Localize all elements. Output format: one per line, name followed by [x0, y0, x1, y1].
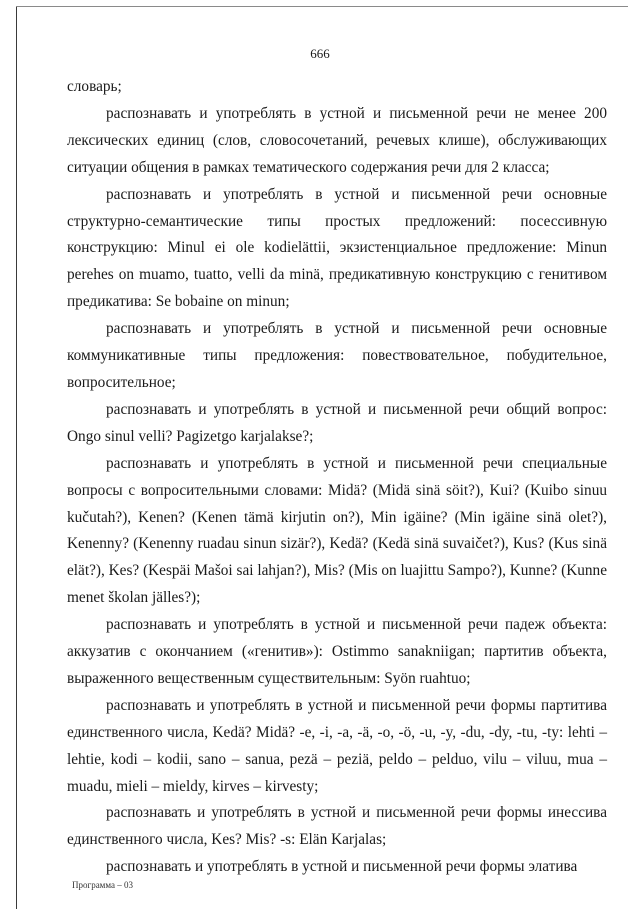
paragraph-6: распознавать и употреблять в устной и письменной речи специальные вопросы с вопросительными словами: Midä? (Midä sinä söit?), Kui? (Kuibo sinuu kučutah?), Kenen? (Kenen tämä kirjutin on?), Min igäine? (Min igäine sinä olet?), Kenenny? (Kenenny ruadau sinun sizär?), Kedä? (Kedä sinä suvaičet?), Kus? (Kus sinä elät?), Kes? (Kespäi Mašoi sai lahjan?), Mis? (Mis on luajittu Sampo?), Kunne? (Kunne menet školan jälles?); [67, 454, 607, 607]
paragraph-7: распознавать и употреблять в устной и письменной речи падеж объекта: аккузатив с окончанием («генитив»): Ostimmo sanakniigan; партитив объекта, выраженного вещественным существительным: Syön ruahtuo; [67, 616, 607, 687]
page-number: 666 [310, 46, 330, 61]
paragraph-1: словарь; [67, 78, 122, 95]
body-text [67, 74, 607, 881]
paragraph-9: распознавать и употреблять в устной и письменной речи формы инессива единственного числа, Kes? Mis? -s: Elän Karjalas; [67, 804, 607, 849]
page-edge-top [16, 6, 628, 7]
paragraph-5: распознавать и употреблять в устной и письменной речи общий вопрос: Ongo sinul velli? Pagizetgo karjalakse?; [67, 400, 607, 445]
paragraph-3: распознавать и употреблять в устной и письменной речи основные структурно-семантические типы простых предложений: посессивную конструкцию: Minul ei ole kodielättii, экзистенциальное предложение: Minun perehes on muamo, tuatto, velli da minä, предикативную конструкцию с генитивом предикатива: Se bobaine on minun; [67, 185, 607, 311]
page-edge-left [16, 6, 17, 909]
page-footer: Программа – 03 [72, 880, 134, 890]
paragraph-8: распознавать и употреблять в устной и письменной речи формы партитива единственного числа, Kedä? Midä? -e, -i, -a, -ä, -o, -ö, -u, -y, -du, -dy, -tu, -ty: lehti – lehtie, kodi – kodii, sano – sanua, pezä – peziä, peldo – pelduo, vilu – viluu, mua – muadu, mieli – mieldy, kirves – kirvesty; [67, 696, 607, 795]
paragraph-10: распознавать и употреблять в устной и письменной речи формы элатива [106, 858, 578, 876]
paragraph-4: распознавать и употреблять в устной и письменной речи основные коммуникативные типы предложения: повествовательное, побудительное, вопросительное; [67, 320, 607, 391]
paragraph-2: распознавать и употреблять в устной и письменной речи не менее 200 лексических единиц (слов, словосочетаний, речевых клише), обслуживающих ситуации общения в рамках тематического содержания речи для 2 класса; [67, 104, 607, 176]
